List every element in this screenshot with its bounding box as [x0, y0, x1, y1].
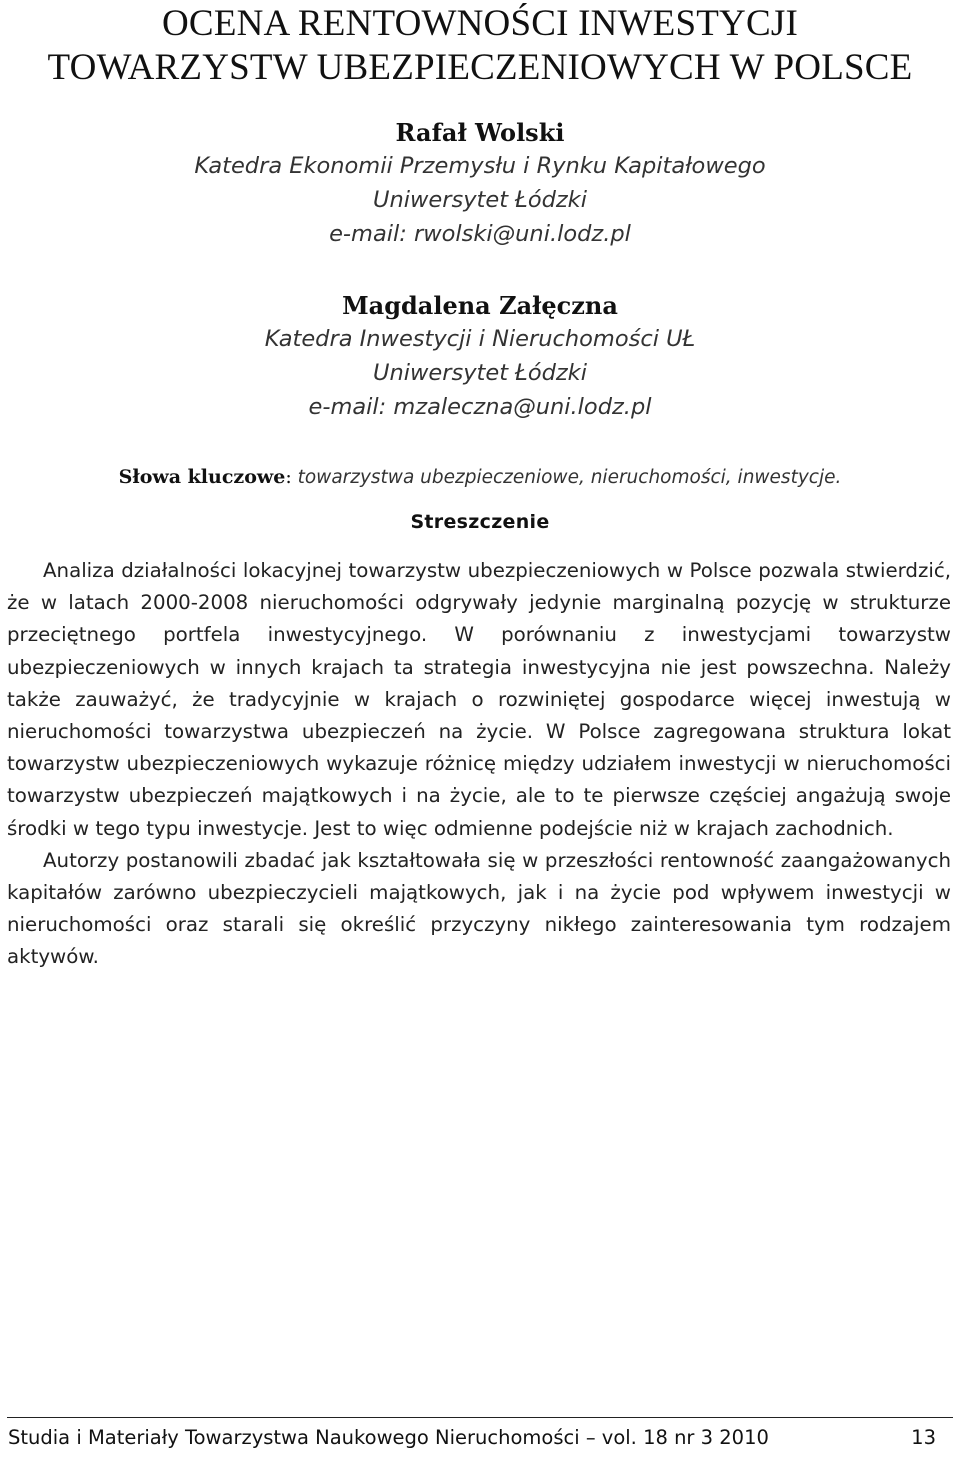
author-email: e-mail: rwolski@uni.lodz.pl: [329, 221, 631, 247]
keywords-label: Słowa kluczowe: [118, 466, 286, 488]
title-line-1: OCENA RENTOWNOŚCI INWESTYCJI: [162, 3, 798, 44]
author-name: Rafał Wolski: [395, 118, 565, 147]
author-university: Uniwersytet Łódzki: [373, 360, 587, 386]
keywords-line: [0, 463, 960, 492]
page-number: 13: [911, 1426, 936, 1449]
journal-citation: Studia i Materiały Towarzystwa Naukowego Nieruchomości – vol. 18 nr 3 2010: [8, 1426, 769, 1449]
author-affiliation: Katedra Ekonomii Przemysłu i Rynku Kapitałowego: [194, 153, 766, 179]
keywords-separator: :: [285, 466, 292, 488]
abstract-body: [7, 555, 951, 974]
abstract-heading: Streszczenie: [410, 511, 550, 533]
author-name: Magdalena Załęczna: [342, 291, 618, 320]
author-block-2: [0, 290, 960, 424]
keywords-text: towarzystwa ubezpieczeniowe, nieruchomości, inwestycje.: [291, 467, 842, 488]
abstract-paragraph-2: Autorzy postanowili zbadać jak kształtowała się w przeszłości rentowność zaangażowanych kapitałów zarówno ubezpieczycieli majątkowych, jak i na życie pod wpływem inwestycji w nieruchomości oraz starali się określić przyczyny nikłego zainteresowania tym rodzajem aktywów.: [7, 848, 951, 969]
author-affiliation: Katedra Inwestycji i Nieruchomości UŁ: [264, 326, 696, 352]
article-title: [0, 2, 960, 90]
author-email: e-mail: mzaleczna@uni.lodz.pl: [308, 394, 652, 420]
abstract-paragraph-1: Analiza działalności lokacyjnej towarzystw ubezpieczeniowych w Polsce pozwala stwierdzić, że w latach 2000-2008 nieruchomości odgrywały jedynie marginalną pozycję w strukturze przeciętnego portfela inwestycyjnego. W porównaniu z inwestycjami towarzystw ubezpieczeniowych w innych krajach ta strategia inwestycyjna nie jest powszechna. Należy także zauważyć, że tradycyjnie w krajach o rozwiniętej gospodarce więcej inwestują w nieruchomości towarzystwa ubezpieczeń na życie. W Polsce zagregowana struktura lokat towarzystw ubezpieczeniowych wykazuje różnicę między udziałem inwestycji w nieruchomości towarzystw ubezpieczeń majątkowych i na życie, ale to te pierwsze częściej angażują swoje środki w tego typu inwestycje. Jest to więc odmienne podejście niż w krajach zachodnich.: [7, 559, 951, 840]
author-university: Uniwersytet Łódzki: [373, 187, 587, 213]
author-block-1: [0, 117, 960, 251]
title-line-2: TOWARZYSTW UBEZPIECZENIOWYCH W POLSCE: [47, 47, 913, 88]
footer-divider: [7, 1417, 953, 1418]
